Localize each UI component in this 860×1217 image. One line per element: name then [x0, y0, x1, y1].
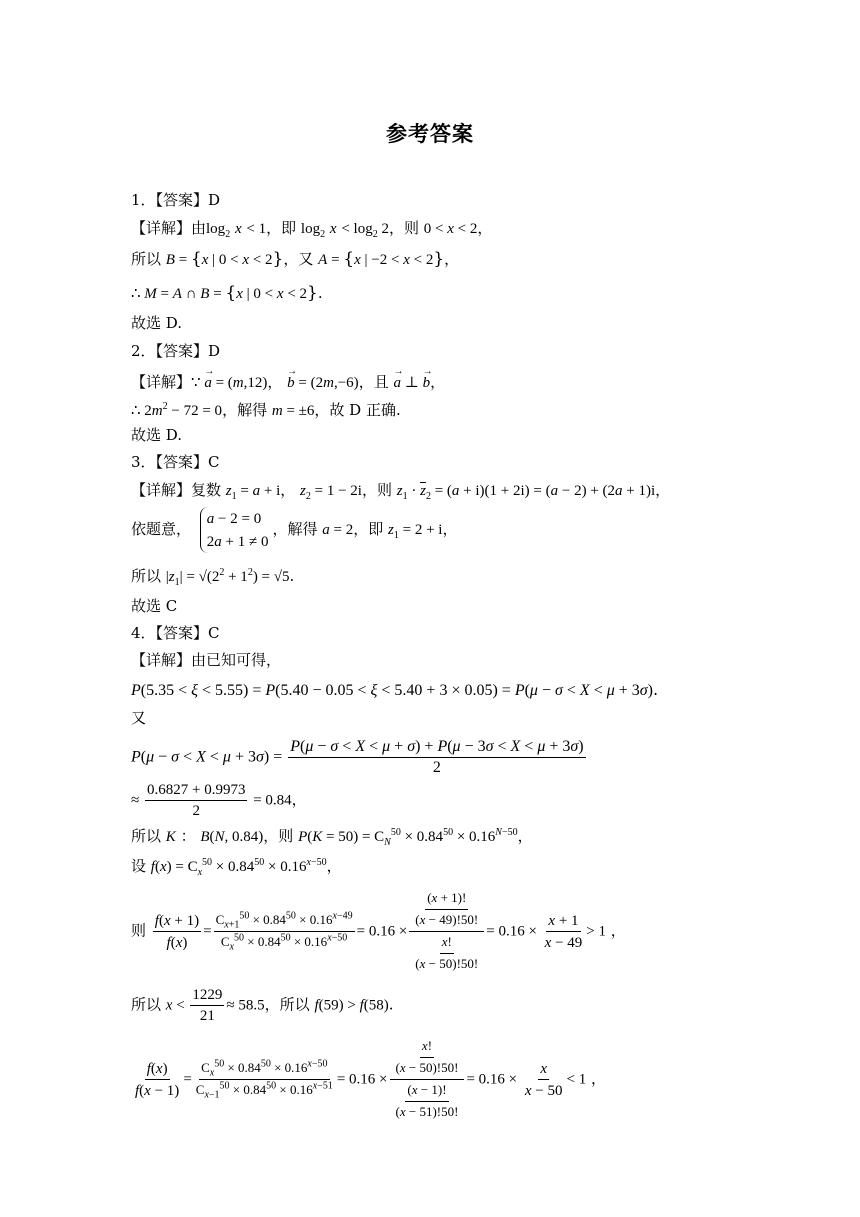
q4-detail-line6: 设 $f(x) = C_x^{50} \times 0.84^{50} \times 0.16^{x-50}$，	[131, 857, 342, 878]
q1-detail-line2: 所以 B = {x | 0 < x < 2}，又 A = {x | −2 < x < 2}，	[131, 249, 460, 269]
q2-detail-line1: 【详解】∵ → a = (m,12)， → b = (2m,−6)，且 → a ⊥ → b，	[131, 372, 445, 393]
q3-answer-heading: 3．【答案】C	[131, 453, 220, 471]
q3-detail-line1: 【详解】复数 $z_1 = a + i$， $z_2 = 1 - 2i$，则 $z_1 \cdot \overline{z}_2 = (a + i)(1 + 2i) = (a - 2) + (2a + 1)i$，	[131, 481, 671, 502]
q1-answer-heading: 1．【答案】D	[131, 191, 221, 209]
q3-detail-line2: 依题意， a − 2 = 0 2a + 1 ≠ 0 ，解得 a = 2，即 $z_1 = 2 + i$，	[131, 507, 457, 553]
q3-detail-label: 【详解】复数	[131, 481, 222, 499]
q3-detail-line3: 所以 $|z_1| = √(2^2 + 1^2) = √5$.	[131, 567, 295, 588]
q2-detail-line2: ∴ $2m^2 - 72 = 0$，解得 m = ±6，故 D 正确.	[131, 401, 401, 419]
q1-detail-label: 【详解】由	[131, 219, 207, 237]
q1-detail-line1: 【详解】由$\log_2 x < 1$，即 $\log_2 x < \log_2 2$，则 0 < x < 2，	[131, 219, 493, 240]
q4-answer-heading: 4．【答案】C	[131, 624, 220, 642]
q1-detail-line3: ∴ M = A ∩ B = {x | 0 < x < 2}.	[131, 283, 323, 303]
q1-conclusion: 故选 D.	[131, 314, 183, 332]
q4-detail-line5: 所以 K ： B(N, 0.84)，则 $P(K = 50) = C_N^{50} \times 0.84^{50} \times 0.16^{N-50}$，	[131, 827, 533, 848]
q2-answer-heading: 2．【答案】D	[131, 342, 221, 360]
q3-conclusion: 故选 C	[131, 597, 178, 615]
q4-detail-line3: P(μ − σ < X < μ + 3σ) = $\frac{P(\mu - \sigma < X < \mu + \sigma) + P(\mu - 3\sigma < X < \mu + 3\sigma)}{2}$	[131, 738, 584, 776]
q4-you-label: 又	[131, 709, 147, 727]
q2-detail-label: 【详解】	[131, 373, 192, 391]
q4-detail-line2: P(5.35 < ξ < 5.55) = P(5.40 − 0.05 < ξ < 5.40 + 3 × 0.05) = P(μ − σ < X < μ + 3σ).	[131, 680, 659, 699]
q4-detail-line4: ≈ $\frac{0.6827 + 0.9973}{2}$ = 0.84，	[131, 782, 307, 819]
q4-detail-line7: 则 $\frac{f(x + 1)}{f(x)}$ = $\frac{C_{x+1}^{50} \times 0.84^{50} \times 0.16^{x-49}}{C_x^{50} \times 0.84^{50} \times 0.16^{x-50}}$ = 0.16 × $\frac{\frac{(x + 1)!}{(x - 49)!50!}}{\frac{x!}{(x - 50)!50!}}$ = 0.16 × $\frac{x + 1}{x - 49}$ > 1 ，	[131, 890, 626, 971]
q4-detail-line8: 所以 x < $\frac{1229}{21}$ ≈ 58.5，所以 f(59) > f(58).	[131, 987, 394, 1024]
page-title: 参考答案	[386, 122, 474, 146]
q4-detail-line9: $\frac{f(x)}{f(x - 1)}$ = $\frac{C_x^{50} \times 0.84^{50} \times 0.16^{x-50}}{C_{x-1}^{50} \times 0.84^{50} \times 0.16^{x-51}}$ = 0.16 × $\frac{\frac{x!}{(x - 50)!50!}}{\frac{(x - 1)!}{(x - 51)!50!}}$ = 0.16 × $\frac{x}{x - 50}$ < 1 ，	[135, 1038, 607, 1119]
q2-conclusion: 故选 D.	[131, 426, 183, 444]
q3-equation-system: a − 2 = 0 2a + 1 ≠ 0	[200, 507, 269, 553]
q4-detail-line1: 【详解】由已知可得，	[131, 651, 282, 669]
